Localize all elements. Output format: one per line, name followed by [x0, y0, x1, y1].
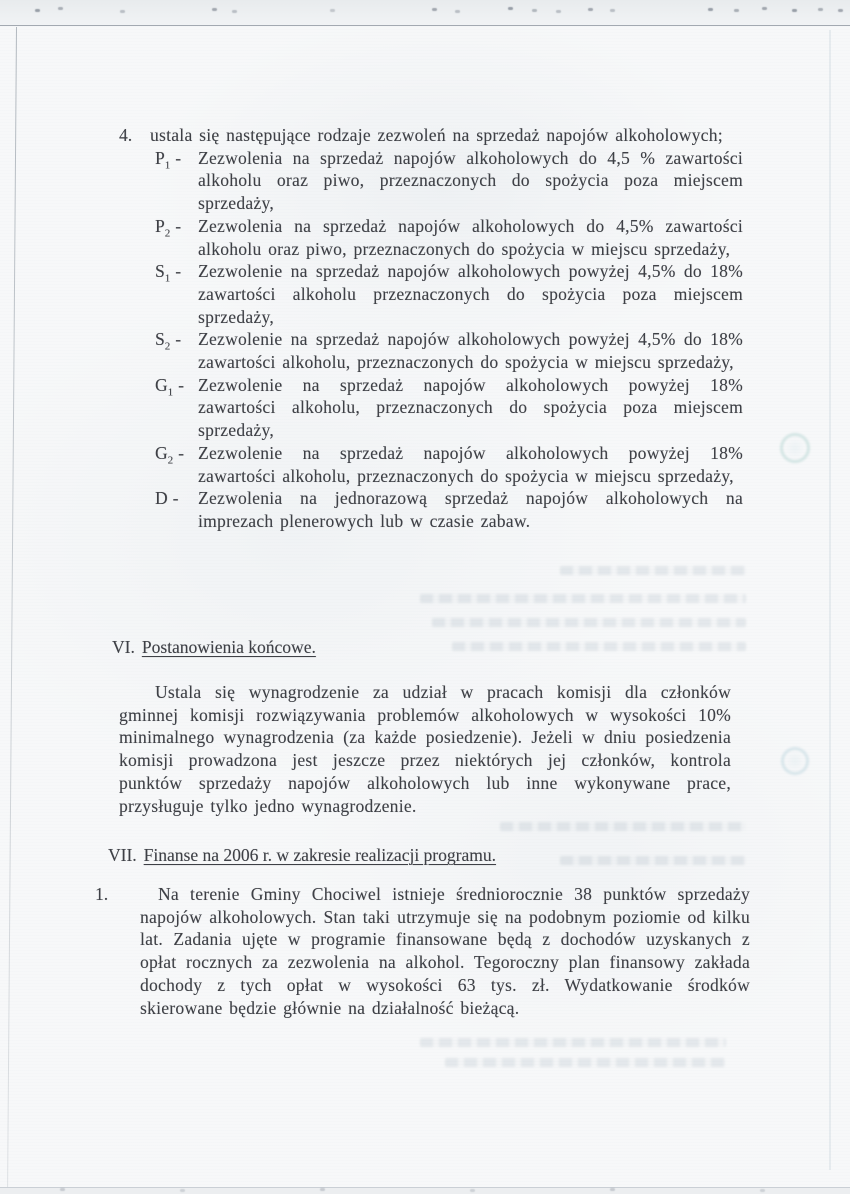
section-vii-heading — [108, 844, 496, 867]
permit-letter: P — [155, 147, 165, 168]
section-vii-title: Finanse na 2006 r. w zakresie realizacji programu. — [143, 845, 496, 865]
permit-text-p2: Zezwolenia na sprzedaż napojów alkoholowych do 4,5% zawartości alkoholu oraz piwo, przeznaczonych do spożycia w miejscu sprzedaży, — [198, 215, 743, 259]
scan-edge-bottom — [0, 1187, 850, 1194]
permit-letter: S — [155, 329, 165, 350]
permit-label-g1 — [155, 374, 198, 442]
permit-item-s2 — [155, 328, 743, 373]
bleed-through-artifact — [432, 618, 746, 627]
permit-dash: - — [175, 215, 182, 236]
permit-dash: - — [178, 442, 184, 463]
bleed-through-artifact — [420, 1038, 726, 1047]
permit-letter: P — [155, 215, 165, 236]
permit-text-g2: Zezwolenie na sprzedaż napojów alkoholowych powyżej 18% zawartości alkoholu, przeznaczonych do spożycia w miejscu sprzedaży, — [198, 442, 743, 486]
item-1-number: 1. — [95, 884, 109, 904]
scan-debris-bottom — [0, 1188, 5, 1191]
item-1-text: Na terenie Gminy Chociwel istnieje średniorocznie 38 punktów sprzedaży napojów alkoholowych. Stan taki utrzymuje się na podobnym poziomie od kilku lat. Zadania ujęte w programie finansowane będą z dochodów uzyskanych z opłat rocznych za zezwolenia na alkohol. Tegoroczny plan finansowy zakłada dochody z tych opłat w wysokości 63 tys. zł. Wydatkowanie środków skierowane będzie głównie na działalność bieżącą. — [140, 884, 750, 1018]
permit-letter: S — [155, 261, 165, 282]
scan-debris-top — [0, 7, 5, 10]
permit-subscript: 1 — [164, 159, 171, 172]
permit-label-g2 — [155, 442, 198, 487]
permit-dash: - — [178, 374, 184, 395]
section-vi-paragraph: Ustala się wynagrodzenie za udział w pracach komisji dla członków gminnej komisji rozwiązywania problemów alkoholowych w wysokości 10% minimalnego wynagrodzenia (za każde posiedzenie). Jeżeli w dniu posiedzenia komisji prowadzona jest jeszcze przez niektórych jej członków, kontrola punktów sprzedaży napojów alkoholowych lub inne wykonywane prace, przysługuje tylko jedno wynagrodzenie. — [119, 682, 731, 816]
permit-text-d: Zezwolenia na jednorazową sprzedaż napojów alkoholowych na imprezach plenerowych lub w czasie zabaw. — [198, 488, 743, 531]
permit-subscript: 2 — [164, 340, 171, 353]
section-item-4 — [119, 124, 743, 533]
bleed-through-artifact — [500, 822, 746, 831]
ring-smudge-artifact — [781, 747, 809, 775]
permit-dash: - — [175, 329, 182, 350]
scan-edge-top — [0, 0, 850, 26]
ring-smudge-artifact — [780, 433, 810, 463]
permit-subscript: 2 — [164, 227, 171, 240]
permit-text-p1: Zezwolenia na sprzedaż napojów alkoholowych do 4,5 % zawartości alkoholu oraz piwo, przeznaczonych do spożycia poza miejscem sprzedaży, — [198, 147, 743, 214]
permit-subscript: 1 — [167, 386, 174, 399]
permit-type-list — [155, 147, 743, 533]
section-vii-number: VII. — [108, 845, 137, 865]
permit-text-g1: Zezwolenie na sprzedaż napojów alkoholowych powyżej 18% zawartości alkoholu, przeznaczonych do spożycia poza miejscem sprzedaży, — [198, 374, 743, 441]
item-4-text: ustala się następujące rodzaje zezwoleń na sprzedaż napojów alkoholowych; — [150, 125, 723, 145]
permit-dash: - — [175, 261, 182, 282]
permit-letter: D — [155, 488, 168, 509]
permit-label-d — [155, 487, 198, 532]
bleed-through-artifact — [445, 1058, 725, 1067]
permit-text-s1: Zezwolenie na sprzedaż napojów alkoholowych powyżej 4,5% do 18% zawartości alkoholu przeznaczonych do spożycia poza miejscem sprzedaży, — [198, 261, 743, 327]
item-4-row — [119, 124, 730, 147]
permit-label-p1 — [155, 147, 198, 215]
permit-item-s1 — [155, 260, 743, 328]
section-vii-item-1 — [95, 883, 750, 1019]
permit-item-g1 — [155, 374, 743, 442]
section-vi-title: Postanowienia końcowe. — [141, 637, 316, 657]
section-vi-number: VI. — [112, 637, 135, 657]
permit-subscript: 1 — [164, 272, 171, 285]
permit-subscript: 2 — [167, 454, 174, 467]
scan-band-right — [829, 30, 831, 1170]
bleed-through-artifact — [560, 566, 746, 575]
permit-text-s2: Zezwolenie na sprzedaż napojów alkoholowych powyżej 4,5% do 18% zawartości alkoholu, przeznaczonych do spożycia w miejscu sprzedaży, — [198, 329, 743, 373]
page-edge-left-line — [7, 27, 17, 1187]
permit-label-s2 — [155, 328, 198, 373]
permit-item-g2 — [155, 442, 743, 487]
permit-letter: G — [155, 374, 168, 395]
section-vi-heading — [112, 636, 316, 659]
permit-label-s1 — [155, 260, 198, 328]
permit-item-d — [155, 487, 743, 532]
bleed-through-artifact — [420, 594, 746, 603]
permit-item-p2 — [155, 215, 743, 260]
permit-item-p1 — [155, 147, 743, 215]
permit-dash: - — [172, 488, 179, 509]
bleed-through-artifact — [560, 856, 746, 865]
item-4-number: 4. — [119, 125, 133, 145]
permit-dash: - — [175, 147, 182, 168]
bleed-through-artifact — [452, 642, 746, 651]
item-1-row — [95, 883, 750, 1019]
permit-letter: G — [155, 442, 168, 463]
permit-label-p2 — [155, 215, 198, 260]
